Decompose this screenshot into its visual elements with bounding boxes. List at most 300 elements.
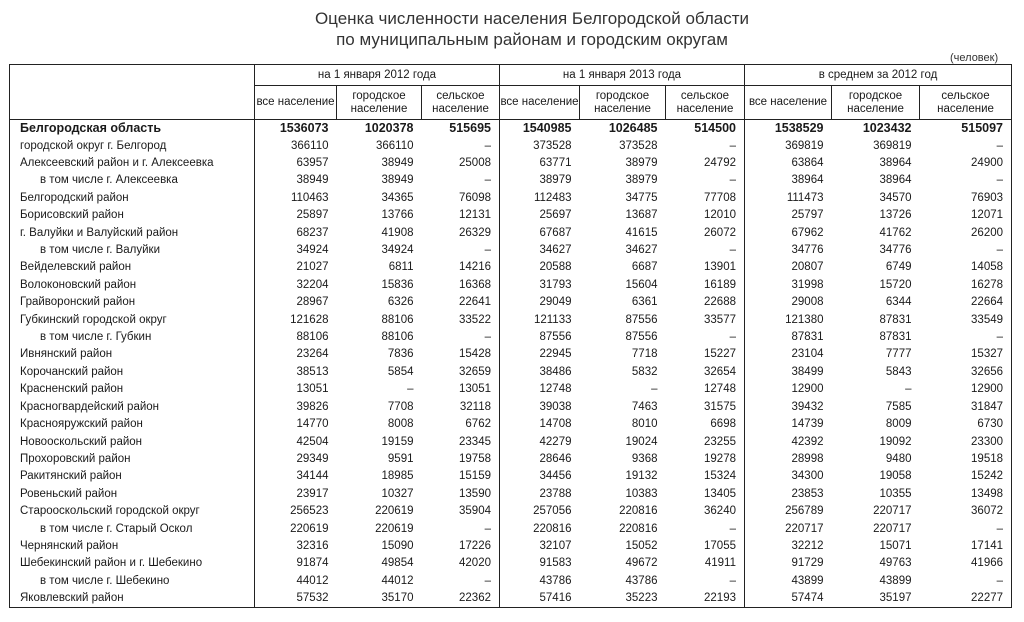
value-cell: 57474 <box>745 590 832 608</box>
value-cell: 13766 <box>381 209 414 222</box>
value-cell: 23300 <box>920 433 1012 450</box>
row-name: в том числе г. Алексеевка <box>10 172 255 189</box>
unit-label: (человек) <box>950 52 999 64</box>
value-cell: 220619 <box>375 505 414 518</box>
row-name: Белгородская область <box>10 120 255 138</box>
value-cell: 18985 <box>381 470 414 483</box>
value-cell: 6749 <box>885 261 912 274</box>
value-cell: 15159 <box>422 468 500 485</box>
value-cell: 38964 <box>879 174 912 187</box>
title-line-2: по муниципальным районам и городским округам <box>336 30 728 49</box>
value-cell: 34144 <box>296 470 329 483</box>
value-cell: 21027 <box>296 261 329 274</box>
value-cell: 41966 <box>920 555 1012 572</box>
header-name-cell <box>10 65 255 120</box>
row-name: Грайворонский район <box>10 294 255 311</box>
value-cell: 91729 <box>791 557 824 570</box>
value-cell: 29008 <box>791 296 824 309</box>
value-cell: 121380 <box>785 313 824 326</box>
value-cell: 63771 <box>539 157 572 170</box>
value-cell: 23264 <box>296 348 329 361</box>
value-cell: 49763 <box>879 557 912 570</box>
row-name: Алексеевский район и г. Алексеевка <box>10 155 255 172</box>
table-row <box>10 224 1012 241</box>
value-cell: 42020 <box>422 555 500 572</box>
value-cell: – <box>407 383 414 396</box>
value-cell: 16368 <box>422 277 500 294</box>
value-cell: 220619 <box>375 522 414 535</box>
value-cell: 25897 <box>296 209 329 222</box>
value-cell: 87556 <box>625 313 658 326</box>
value-cell: 29049 <box>539 296 572 309</box>
value-cell: 38964 <box>879 157 912 170</box>
value-cell: 366110 <box>290 139 329 152</box>
value-cell: 35223 <box>580 590 666 608</box>
value-cell: 38499 <box>791 365 824 378</box>
value-cell: 34570 <box>879 191 912 204</box>
value-cell: 39826 <box>296 400 329 413</box>
value-cell: 369819 <box>873 139 912 152</box>
row-name: Волоконовский район <box>10 277 255 294</box>
value-cell: 20807 <box>791 261 824 274</box>
value-cell: 12900 <box>920 381 1012 398</box>
value-cell: 8008 <box>387 418 414 431</box>
value-cell: 15227 <box>666 346 745 363</box>
value-cell: 87556 <box>539 331 572 344</box>
value-cell: 15604 <box>625 278 658 291</box>
value-cell: 15720 <box>879 278 912 291</box>
value-cell: 28646 <box>539 452 572 465</box>
value-cell: 10327 <box>381 487 414 500</box>
value-cell: 7836 <box>387 348 414 361</box>
table-row <box>10 259 1012 276</box>
value-cell: – <box>422 573 500 590</box>
table-row <box>10 294 1012 311</box>
value-cell: – <box>422 520 500 537</box>
value-cell: 49854 <box>381 557 414 570</box>
value-cell: 24900 <box>920 155 1012 172</box>
value-cell: 6762 <box>422 416 500 433</box>
population-table <box>9 64 1012 608</box>
value-cell: 19758 <box>422 451 500 468</box>
value-cell: 34300 <box>791 470 824 483</box>
value-cell: 32654 <box>666 364 745 381</box>
value-cell: 22664 <box>920 294 1012 311</box>
header-subcol: все население <box>255 86 337 120</box>
table-row <box>10 120 1012 138</box>
value-cell: 14739 <box>791 418 824 431</box>
value-cell: 31793 <box>539 278 572 291</box>
row-name: в том числе г. Старый Оскол <box>10 520 255 537</box>
table-row <box>10 433 1012 450</box>
row-name: Новооскольский район <box>10 433 255 450</box>
value-cell: 12748 <box>666 381 745 398</box>
value-cell: 13405 <box>666 486 745 503</box>
value-cell: 1538529 <box>774 121 824 136</box>
row-name: Борисовский район <box>10 207 255 224</box>
value-cell: 22688 <box>666 294 745 311</box>
value-cell: 38513 <box>296 365 329 378</box>
value-cell: – <box>666 172 745 189</box>
value-cell: 76903 <box>920 190 1012 207</box>
value-cell: 91583 <box>539 557 572 570</box>
value-cell: 87556 <box>625 331 658 344</box>
table-header <box>10 65 1012 120</box>
row-name: Ивнянский район <box>10 346 255 363</box>
value-cell: 256789 <box>785 505 824 518</box>
value-cell: 25797 <box>791 209 824 222</box>
value-cell: 42279 <box>539 435 572 448</box>
value-cell: 33549 <box>920 311 1012 328</box>
table-body <box>10 120 1012 608</box>
value-cell: 220717 <box>873 505 912 518</box>
value-cell: 9480 <box>885 452 912 465</box>
value-cell: 35170 <box>337 590 422 608</box>
value-cell: 34924 <box>296 244 329 257</box>
value-cell: 15242 <box>920 468 1012 485</box>
value-cell: 16278 <box>920 277 1012 294</box>
table-row <box>10 190 1012 207</box>
value-cell: 8009 <box>885 418 912 431</box>
row-name: Шебекинский район и г. Шебекино <box>10 555 255 572</box>
value-cell: 14770 <box>296 418 329 431</box>
value-cell: 41762 <box>879 226 912 239</box>
value-cell: 17141 <box>920 538 1012 555</box>
table-row <box>10 346 1012 363</box>
value-cell: 67687 <box>539 226 572 239</box>
value-cell: 19518 <box>920 451 1012 468</box>
value-cell: 373528 <box>619 139 658 152</box>
value-cell: – <box>905 383 912 396</box>
value-cell: – <box>920 329 1012 346</box>
value-cell: 12071 <box>920 207 1012 224</box>
table-row <box>10 155 1012 172</box>
value-cell: 38486 <box>539 365 572 378</box>
value-cell: 43786 <box>539 574 572 587</box>
value-cell: 257056 <box>533 505 572 518</box>
title-line-1: Оценка численности населения Белгородской области <box>314 9 750 28</box>
table-row <box>10 555 1012 572</box>
table-row <box>10 311 1012 328</box>
value-cell: 87831 <box>791 331 824 344</box>
value-cell: 19058 <box>879 470 912 483</box>
value-cell: – <box>920 137 1012 154</box>
value-cell: 39038 <box>539 400 572 413</box>
table-row <box>10 538 1012 555</box>
header-group: на 1 января 2013 года <box>500 65 745 86</box>
row-name: Краснояружский район <box>10 416 255 433</box>
value-cell: 121628 <box>290 313 329 326</box>
value-cell: 68237 <box>296 226 329 239</box>
row-name: Красненский район <box>10 381 255 398</box>
row-name: в том числе г. Шебекино <box>10 573 255 590</box>
value-cell: 88106 <box>381 331 414 344</box>
value-cell: 23788 <box>539 487 572 500</box>
value-cell: – <box>422 242 500 259</box>
value-cell: 13051 <box>422 381 500 398</box>
value-cell: 63957 <box>296 157 329 170</box>
value-cell: 88106 <box>296 331 329 344</box>
value-cell: 87831 <box>879 331 912 344</box>
value-cell: 111473 <box>786 191 824 204</box>
value-cell: – <box>920 573 1012 590</box>
value-cell: 23104 <box>791 348 824 361</box>
value-cell: 1540985 <box>522 121 572 136</box>
value-cell: 515695 <box>422 120 500 138</box>
value-cell: 34776 <box>791 244 824 257</box>
value-cell: 22945 <box>539 348 572 361</box>
header-subcol: городское население <box>832 86 920 120</box>
value-cell: 14708 <box>539 418 572 431</box>
value-cell: 28998 <box>791 452 824 465</box>
value-cell: 13498 <box>920 486 1012 503</box>
value-cell: 32656 <box>920 364 1012 381</box>
value-cell: – <box>422 172 500 189</box>
value-cell: 25008 <box>422 155 500 172</box>
value-cell: 34627 <box>625 244 658 257</box>
value-cell: 7708 <box>387 400 414 413</box>
value-cell: 515097 <box>920 120 1012 138</box>
value-cell: 220717 <box>873 522 912 535</box>
value-cell: 373528 <box>533 139 572 152</box>
value-cell: 121133 <box>533 313 572 326</box>
value-cell: 1020378 <box>364 121 414 136</box>
row-name: Чернянский район <box>10 538 255 555</box>
value-cell: 36240 <box>666 503 745 520</box>
value-cell: 63864 <box>791 157 824 170</box>
value-cell: 39432 <box>791 400 824 413</box>
row-name: Прохоровский район <box>10 451 255 468</box>
value-cell: 5832 <box>631 365 658 378</box>
value-cell: 33577 <box>666 311 745 328</box>
value-cell: 19132 <box>625 470 658 483</box>
value-cell: 38979 <box>539 174 572 187</box>
value-cell: 32204 <box>296 278 329 291</box>
row-name: Старооскольский городской округ <box>10 503 255 520</box>
value-cell: 38979 <box>625 157 658 170</box>
value-cell: 1026485 <box>608 121 658 136</box>
value-cell: 5854 <box>387 365 414 378</box>
table-row <box>10 503 1012 520</box>
value-cell: 43899 <box>791 574 824 587</box>
value-cell: 38949 <box>381 174 414 187</box>
value-cell: 15428 <box>422 346 500 363</box>
table-row <box>10 364 1012 381</box>
value-cell: – <box>651 383 658 396</box>
value-cell: 42504 <box>296 435 329 448</box>
value-cell: 26329 <box>422 224 500 241</box>
value-cell: – <box>422 329 500 346</box>
value-cell: 6730 <box>920 416 1012 433</box>
value-cell: 6326 <box>387 296 414 309</box>
value-cell: 12010 <box>666 207 745 224</box>
value-cell: 366110 <box>375 139 414 152</box>
value-cell: 91874 <box>296 557 329 570</box>
header-subcol: городское население <box>337 86 422 120</box>
value-cell: 9591 <box>387 452 414 465</box>
value-cell: 34775 <box>625 191 658 204</box>
value-cell: 13726 <box>879 209 912 222</box>
value-cell: 6344 <box>885 296 912 309</box>
value-cell: 20588 <box>539 261 572 274</box>
row-name: Губкинский городской округ <box>10 311 255 328</box>
value-cell: 22193 <box>666 590 745 608</box>
table-row <box>10 399 1012 416</box>
value-cell: 13590 <box>422 486 500 503</box>
header-subcol: сельское население <box>666 86 745 120</box>
value-cell: 34776 <box>879 244 912 257</box>
value-cell: 14058 <box>920 259 1012 276</box>
value-cell: 6361 <box>631 296 658 309</box>
value-cell: 12748 <box>539 383 572 396</box>
value-cell: 10355 <box>879 487 912 500</box>
header-group: на 1 января 2012 года <box>255 65 500 86</box>
value-cell: 76098 <box>422 190 500 207</box>
value-cell: 19092 <box>879 435 912 448</box>
value-cell: 49672 <box>625 557 658 570</box>
value-cell: 31847 <box>920 399 1012 416</box>
header-subcol: все население <box>745 86 832 120</box>
value-cell: 256523 <box>290 505 329 518</box>
table-row <box>10 520 1012 537</box>
header-group: в среднем за 2012 год <box>745 65 1012 86</box>
value-cell: 38964 <box>791 174 824 187</box>
value-cell: 38949 <box>381 157 414 170</box>
value-cell: 24792 <box>666 155 745 172</box>
value-cell: 67962 <box>791 226 824 239</box>
value-cell: 77708 <box>666 190 745 207</box>
value-cell: 514500 <box>666 120 745 138</box>
row-name: Ракитянский район <box>10 468 255 485</box>
table-row <box>10 381 1012 398</box>
value-cell: 19278 <box>666 451 745 468</box>
table-row <box>10 416 1012 433</box>
value-cell: 34456 <box>539 470 572 483</box>
value-cell: 28967 <box>296 296 329 309</box>
table-row <box>10 573 1012 590</box>
value-cell: 34924 <box>381 244 414 257</box>
value-cell: 31575 <box>666 399 745 416</box>
table-row <box>10 590 1012 608</box>
value-cell: 14216 <box>422 259 500 276</box>
value-cell: 26200 <box>920 224 1012 241</box>
value-cell: 23255 <box>666 433 745 450</box>
table-row <box>10 468 1012 485</box>
table-row <box>10 277 1012 294</box>
value-cell: 220619 <box>290 522 329 535</box>
value-cell: 110463 <box>290 191 329 204</box>
value-cell: 41615 <box>625 226 658 239</box>
value-cell: – <box>920 520 1012 537</box>
row-name: городской округ г. Белгород <box>10 137 255 154</box>
value-cell: 34365 <box>381 191 414 204</box>
document-title <box>0 8 1024 50</box>
table-row <box>10 451 1012 468</box>
row-name: Яковлевский район <box>10 590 255 608</box>
value-cell: 13901 <box>666 259 745 276</box>
value-cell: 23853 <box>791 487 824 500</box>
value-cell: 22641 <box>422 294 500 311</box>
value-cell: 33522 <box>422 311 500 328</box>
value-cell: 1023432 <box>862 121 912 136</box>
value-cell: 32316 <box>296 539 329 552</box>
value-cell: 44012 <box>381 574 414 587</box>
value-cell: 31998 <box>791 278 824 291</box>
header-subcol: сельское население <box>920 86 1012 120</box>
value-cell: 57532 <box>255 590 337 608</box>
table-row <box>10 207 1012 224</box>
value-cell: – <box>920 172 1012 189</box>
value-cell: 38949 <box>296 174 329 187</box>
value-cell: 220816 <box>533 522 572 535</box>
value-cell: 25697 <box>539 209 572 222</box>
value-cell: – <box>666 329 745 346</box>
value-cell: 35197 <box>832 590 920 608</box>
value-cell: 8010 <box>631 418 658 431</box>
value-cell: 5843 <box>885 365 912 378</box>
value-cell: 32107 <box>539 539 572 552</box>
value-cell: 22362 <box>422 590 500 608</box>
value-cell: 29349 <box>296 452 329 465</box>
value-cell: 22277 <box>920 590 1012 608</box>
value-cell: 220717 <box>785 522 824 535</box>
value-cell: 41908 <box>381 226 414 239</box>
row-name: Корочанский район <box>10 364 255 381</box>
value-cell: 10383 <box>625 487 658 500</box>
table-row <box>10 486 1012 503</box>
value-cell: 32212 <box>791 539 824 552</box>
value-cell: – <box>920 242 1012 259</box>
value-cell: 15327 <box>920 346 1012 363</box>
value-cell: 16189 <box>666 277 745 294</box>
value-cell: – <box>666 242 745 259</box>
table-row <box>10 329 1012 346</box>
value-cell: 15836 <box>381 278 414 291</box>
row-name: г. Валуйки и Валуйский район <box>10 224 255 241</box>
value-cell: 15052 <box>625 539 658 552</box>
value-cell: 6698 <box>666 416 745 433</box>
value-cell: 32659 <box>422 364 500 381</box>
row-name: в том числе г. Валуйки <box>10 242 255 259</box>
value-cell: 19159 <box>381 435 414 448</box>
header-subcol: городское население <box>580 86 666 120</box>
value-cell: 17226 <box>422 538 500 555</box>
value-cell: 7718 <box>631 348 658 361</box>
value-cell: 41911 <box>666 555 745 572</box>
value-cell: 220816 <box>619 522 658 535</box>
value-cell: 6687 <box>631 261 658 274</box>
table-row <box>10 172 1012 189</box>
value-cell: – <box>422 137 500 154</box>
value-cell: 36072 <box>920 503 1012 520</box>
value-cell: 43786 <box>625 574 658 587</box>
value-cell: 7777 <box>885 348 912 361</box>
value-cell: 23917 <box>296 487 329 500</box>
value-cell: 19024 <box>625 435 658 448</box>
value-cell: 12131 <box>422 207 500 224</box>
row-name: Ровеньский район <box>10 486 255 503</box>
value-cell: 88106 <box>381 313 414 326</box>
value-cell: 369819 <box>785 139 824 152</box>
value-cell: 87831 <box>879 313 912 326</box>
value-cell: 112483 <box>533 191 572 204</box>
value-cell: 15090 <box>381 539 414 552</box>
value-cell: 26072 <box>666 224 745 241</box>
value-cell: 35904 <box>422 503 500 520</box>
value-cell: 6811 <box>388 261 414 274</box>
row-name: Вейделевский район <box>10 259 255 276</box>
table-row <box>10 242 1012 259</box>
